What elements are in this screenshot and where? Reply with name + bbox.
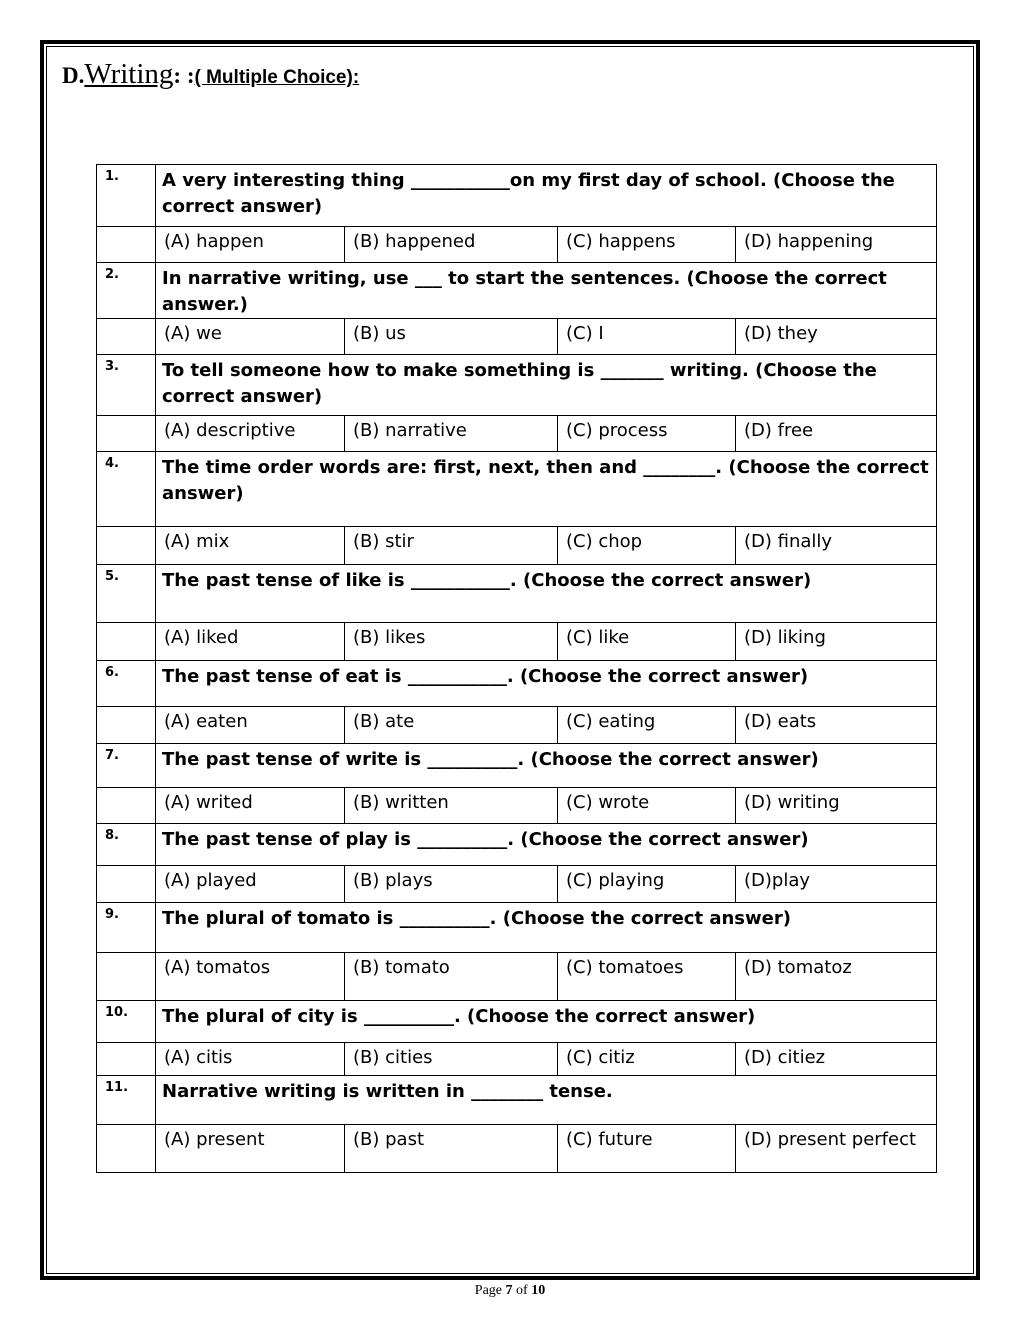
answer-option-b[interactable]: (B) stir <box>345 527 558 565</box>
question-row <box>97 903 937 953</box>
section-subtitle: ( Multiple Choice): <box>194 67 360 88</box>
answer-option-c[interactable]: (C) process <box>558 416 736 452</box>
question-text: The past tense of play is __________. (Choose the correct answer) <box>156 824 937 866</box>
answer-option-c[interactable]: (C) tomatoes <box>558 953 736 1001</box>
options-row <box>97 416 937 452</box>
answer-option-a[interactable]: (A) descriptive <box>156 416 345 452</box>
question-row <box>97 165 937 227</box>
blank-cell <box>97 416 156 452</box>
section-heading <box>62 58 359 91</box>
blank-cell <box>97 707 156 744</box>
question-row <box>97 355 937 416</box>
blank-cell <box>97 623 156 661</box>
blank-cell <box>97 527 156 565</box>
question-number: 1. <box>97 165 156 227</box>
answer-option-c[interactable]: (C) wrote <box>558 788 736 824</box>
options-row <box>97 866 937 903</box>
answer-option-d[interactable]: (D) citiez <box>736 1043 937 1076</box>
answer-option-d[interactable]: (D) tomatoz <box>736 953 937 1001</box>
answer-option-d[interactable]: (D) eats <box>736 707 937 744</box>
total-pages: 10 <box>531 1283 546 1298</box>
of-label: of <box>516 1283 528 1298</box>
question-text: To tell someone how to make something is _______ writing. (Choose the correct answer) <box>156 355 937 416</box>
question-row <box>97 263 937 319</box>
answer-option-a[interactable]: (A) we <box>156 319 345 355</box>
questions-table <box>96 164 937 1173</box>
answer-option-b[interactable]: (B) cities <box>345 1043 558 1076</box>
question-number: 11. <box>97 1076 156 1125</box>
page-number: 7 <box>505 1283 513 1298</box>
answer-option-c[interactable]: (C) chop <box>558 527 736 565</box>
answer-option-c[interactable]: (C) I <box>558 319 736 355</box>
answer-option-b[interactable]: (B) narrative <box>345 416 558 452</box>
answer-option-b[interactable]: (B) past <box>345 1125 558 1173</box>
answer-option-d[interactable]: (D) liking <box>736 623 937 661</box>
answer-option-b[interactable]: (B) plays <box>345 866 558 903</box>
blank-cell <box>97 1125 156 1173</box>
question-number: 2. <box>97 263 156 319</box>
answer-option-a[interactable]: (A) eaten <box>156 707 345 744</box>
options-row <box>97 1125 937 1173</box>
question-number: 8. <box>97 824 156 866</box>
answer-option-d[interactable]: (D) happening <box>736 227 937 263</box>
question-row <box>97 1001 937 1043</box>
answer-option-c[interactable]: (C) playing <box>558 866 736 903</box>
question-number: 7. <box>97 744 156 788</box>
answer-option-a[interactable]: (A) citis <box>156 1043 345 1076</box>
question-row <box>97 661 937 707</box>
blank-cell <box>97 227 156 263</box>
blank-cell <box>97 319 156 355</box>
answer-option-d[interactable]: (D)play <box>736 866 937 903</box>
page-footer <box>0 1283 1020 1299</box>
question-row <box>97 744 937 788</box>
question-text: The plural of city is __________. (Choose the correct answer) <box>156 1001 937 1043</box>
question-text: The plural of tomato is __________. (Choose the correct answer) <box>156 903 937 953</box>
question-row <box>97 452 937 527</box>
question-text: Narrative writing is written in ________ tense. <box>156 1076 937 1125</box>
blank-cell <box>97 1043 156 1076</box>
answer-option-a[interactable]: (A) happen <box>156 227 345 263</box>
question-number: 4. <box>97 452 156 527</box>
answer-option-c[interactable]: (C) citiz <box>558 1043 736 1076</box>
question-number: 3. <box>97 355 156 416</box>
question-text: The past tense of write is __________. (Choose the correct answer) <box>156 744 937 788</box>
answer-option-d[interactable]: (D) free <box>736 416 937 452</box>
section-title: Writing <box>84 58 174 90</box>
answer-option-a[interactable]: (A) present <box>156 1125 345 1173</box>
question-text: The past tense of eat is ___________. (Choose the correct answer) <box>156 661 937 707</box>
question-text: The time order words are: first, next, then and ________. (Choose the correct answer) <box>156 452 937 527</box>
answer-option-a[interactable]: (A) writed <box>156 788 345 824</box>
question-row <box>97 1076 937 1125</box>
answer-option-c[interactable]: (C) future <box>558 1125 736 1173</box>
options-row <box>97 788 937 824</box>
blank-cell <box>97 866 156 903</box>
blank-cell <box>97 953 156 1001</box>
answer-option-a[interactable]: (A) played <box>156 866 345 903</box>
answer-option-c[interactable]: (C) eating <box>558 707 736 744</box>
answer-option-b[interactable]: (B) written <box>345 788 558 824</box>
answer-option-b[interactable]: (B) ate <box>345 707 558 744</box>
answer-option-c[interactable]: (C) happens <box>558 227 736 263</box>
options-row <box>97 707 937 744</box>
answer-option-b[interactable]: (B) happened <box>345 227 558 263</box>
answer-option-a[interactable]: (A) mix <box>156 527 345 565</box>
question-text: The past tense of like is ___________. (Choose the correct answer) <box>156 565 937 623</box>
page-label: Page <box>474 1283 503 1298</box>
heading-separator: : : <box>173 63 195 88</box>
question-number: 9. <box>97 903 156 953</box>
question-number: 6. <box>97 661 156 707</box>
answer-option-d[interactable]: (D) finally <box>736 527 937 565</box>
blank-cell <box>97 788 156 824</box>
options-row <box>97 953 937 1001</box>
answer-option-a[interactable]: (A) tomatos <box>156 953 345 1001</box>
section-letter: D. <box>62 63 85 88</box>
answer-option-a[interactable]: (A) liked <box>156 623 345 661</box>
question-text: A very interesting thing ___________on my first day of school. (Choose the correct answer) <box>156 165 937 227</box>
answer-option-d[interactable]: (D) they <box>736 319 937 355</box>
options-row <box>97 319 937 355</box>
answer-option-b[interactable]: (B) us <box>345 319 558 355</box>
answer-option-d[interactable]: (D) present perfect <box>736 1125 937 1173</box>
question-number: 5. <box>97 565 156 623</box>
options-row <box>97 623 937 661</box>
options-row <box>97 1043 937 1076</box>
answer-option-b[interactable]: (B) tomato <box>345 953 558 1001</box>
answer-option-c[interactable]: (C) like <box>558 623 736 661</box>
question-row <box>97 565 937 623</box>
options-row <box>97 527 937 565</box>
options-row <box>97 227 937 263</box>
question-row <box>97 824 937 866</box>
answer-option-b[interactable]: (B) likes <box>345 623 558 661</box>
question-text: In narrative writing, use ___ to start the sentences. (Choose the correct answer.) <box>156 263 937 319</box>
question-number: 10. <box>97 1001 156 1043</box>
answer-option-d[interactable]: (D) writing <box>736 788 937 824</box>
